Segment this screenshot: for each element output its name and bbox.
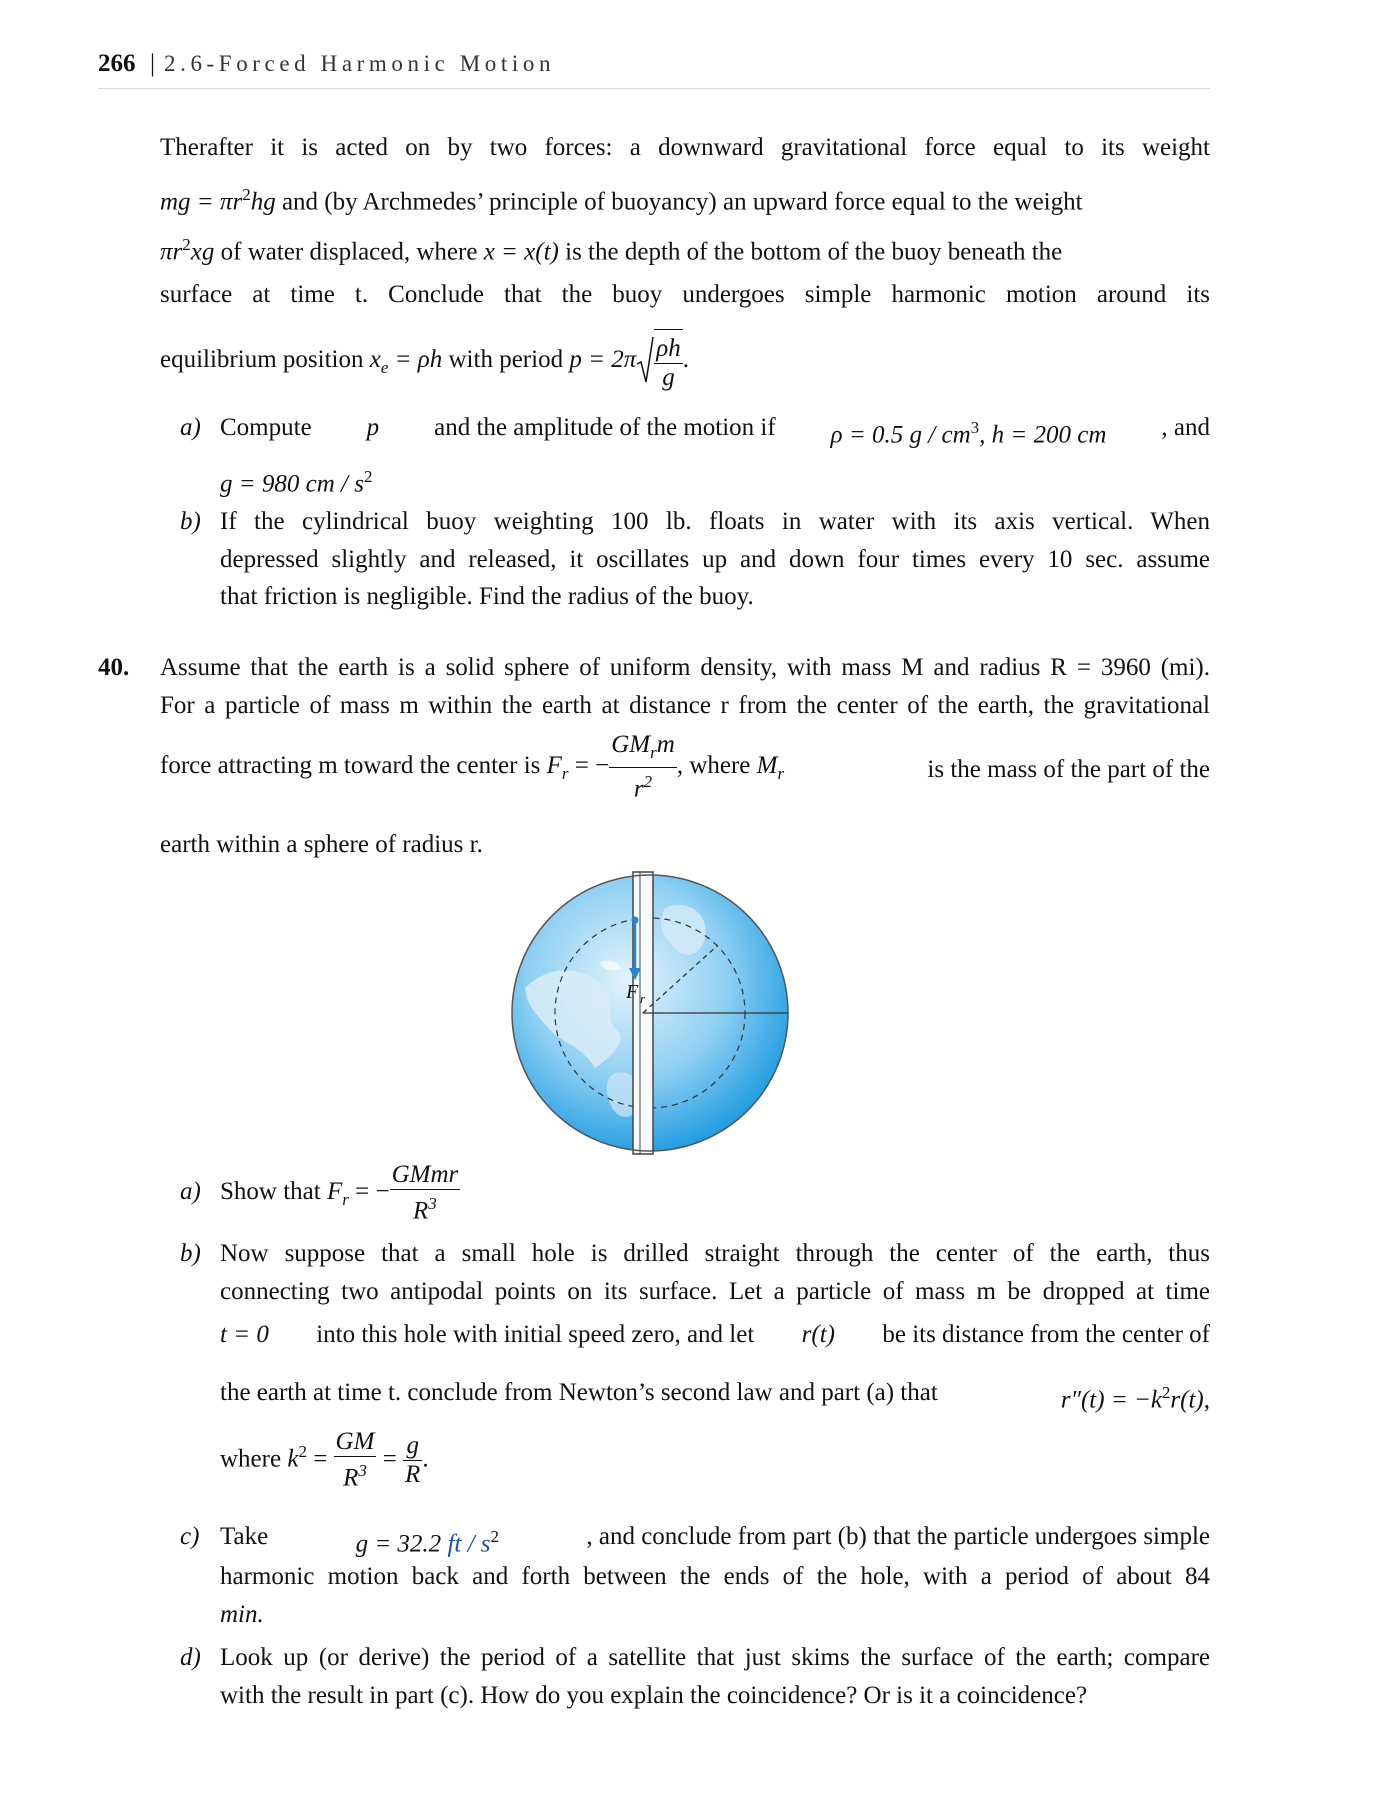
intro-line-1: Therafter it is acted on by two forces: a downward gravitational force equal to its weight: [160, 134, 1210, 161]
radical-sign-icon: [636, 336, 654, 386]
q40-c-line-1: Take g = 32.2 ft / $s^2$ , and conclude from part (b) that the particle undergoes simple: [220, 1523, 1210, 1558]
q40-b-line-2: connecting two antipodal points on its surface. Let a particle of mass m be dropped at time: [220, 1278, 1210, 1305]
q40-c-line-2: harmonic motion back and forth between the ends of the hole, with a period of about 84: [220, 1563, 1210, 1590]
section-title: 2.6-Forced Harmonic Motion: [164, 51, 556, 76]
k-squared-fraction-2: $\frac{g}{R}$: [405, 1432, 421, 1489]
q40-c-label: c): [180, 1523, 200, 1550]
q40-d-label: d): [180, 1644, 201, 1671]
force-fraction: $\frac{GM_rm}{r^2}$: [611, 731, 675, 803]
q39-a-line-2: g = 980 cm / $s^2$: [220, 467, 373, 498]
q40-line-1: Assume that the earth is a solid sphere of uniform density, with mass M and radius R = 3960 (mi).: [160, 654, 1210, 681]
q39-b-line-1: If the cylindrical buoy weighting 100 lb. floats in water with its axis vertical. When: [220, 508, 1210, 535]
page-number: 266: [98, 50, 136, 77]
q40-number: 40.: [98, 654, 130, 681]
figure-label-F: F: [626, 981, 639, 1003]
q40-c-line-3: min.: [220, 1601, 264, 1628]
q40-line-3: force attracting m toward the center is $F_r$ = − $\frac{GM_rm}{r^2}$ , where $M_r$ is the mass of the part of the: [160, 731, 1210, 803]
earth-with-hole-svg: [505, 868, 795, 1158]
q39-a-line-1: Compute p and the amplitude of the motion if ρ = 0.5 g / $cm^3$, h = 200 cm , and: [220, 414, 1210, 449]
q40-b-line-4: the earth at time t. conclude from Newton’s second law and part (a) that $r''(t) = -k^2r(t)$,: [220, 1379, 1210, 1414]
q39-b-label: b): [180, 508, 201, 535]
intro-line-3: $\pi r^2xg$ of water displaced, where x = x(t) is the depth of the bottom of the buoy beneath the: [160, 235, 1063, 266]
q40-a-label: a): [180, 1178, 201, 1205]
q40-line-2: For a particle of mass m within the earth at distance r from the center of the earth, the gravitational: [160, 692, 1210, 719]
fr-fraction: $\frac{\text{GMmr}}{R^3}$: [391, 1161, 459, 1225]
earth-diagram: [505, 868, 795, 1158]
sqrt-rho-h-over-g: $\frac{\rho h}{g}$: [636, 329, 683, 394]
q40-a-line: Show that $F_r$ = − $\frac{\text{GMmr}}{R^3}$: [220, 1161, 459, 1225]
intro-line-5: equilibrium position $x_e = \rho h$ with period p = 2π $\frac{\rho h}{g}$ .: [160, 328, 689, 392]
q40-d-line-2: with the result in part (c). How do you explain the coincidence? Or is it a coincidence?: [220, 1682, 1088, 1709]
q40-d-line-1: Look up (or derive) the period of a satellite that just skims the surface of the earth; compare: [220, 1644, 1210, 1671]
running-header: [98, 50, 1210, 89]
q40-b-line-3: t = 0 into this hole with initial speed zero, and let r(t) be its distance from the center of: [220, 1321, 1210, 1348]
k-squared-fraction-1: $\frac{GM}{R^3}$: [335, 1428, 375, 1492]
header-separator: |: [150, 50, 156, 77]
particle-dot: [632, 917, 639, 924]
q39-b-line-3: that friction is negligible. Find the radius of the buoy.: [220, 583, 754, 610]
q39-b-line-2: depressed slightly and released, it oscillates up and down four times every 10 sec. assume: [220, 546, 1210, 573]
q40-b-label: b): [180, 1240, 201, 1267]
q40-b-line-5: where $k^2$ = $\frac{GM}{R^3}$ = $\frac{g}{R}$ .: [220, 1428, 429, 1492]
figure-label-r: r: [640, 991, 646, 1006]
intro-line-4: surface at time t. Conclude that the buoy undergoes simple harmonic motion around its: [160, 281, 1210, 308]
intro-line-2: mg = $\pi r^2hg$ and (by Archmedes’ principle of buoyancy) an upward force equal to the weight: [160, 185, 1083, 216]
q40-b-line-1: Now suppose that a small hole is drilled straight through the center of the earth, thus: [220, 1240, 1210, 1267]
q39-a-label: a): [180, 414, 201, 441]
q40-line-4: earth within a sphere of radius r.: [160, 831, 483, 858]
